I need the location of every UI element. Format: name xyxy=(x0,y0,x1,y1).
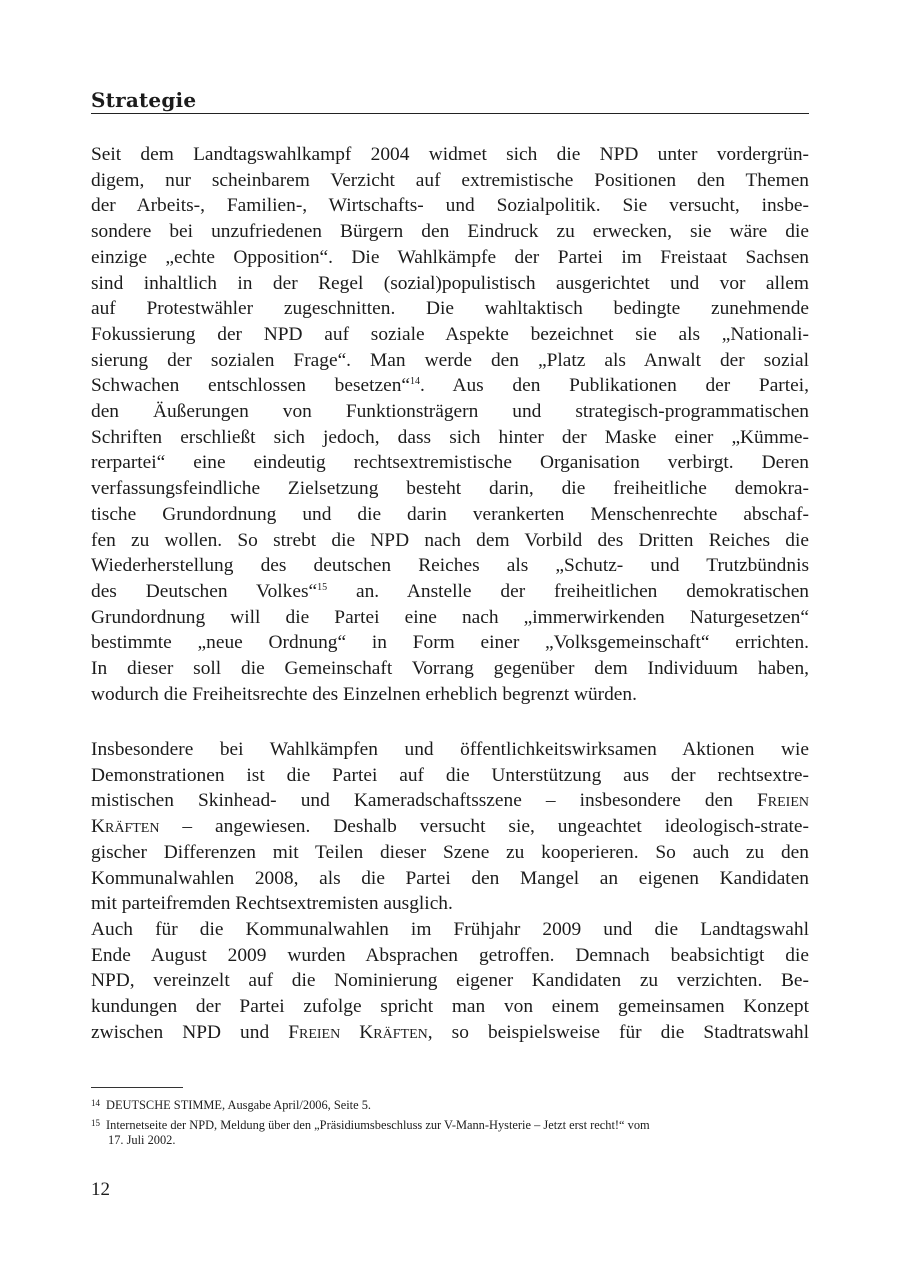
text-line: sierung der sozialen Frage“. Man werde den „Platz als Anwalt der sozial xyxy=(91,349,809,371)
text-line: Kommunalwahlen 2008, als die Partei den Mangel an eigenen Kandidaten xyxy=(91,867,809,889)
text-line: Ende August 2009 wurden Absprachen getroffen. Demnach beabsichtigt die xyxy=(91,944,809,966)
footnote-text-continued: 17. Juli 2002. xyxy=(108,1133,176,1147)
text-line: Demonstrationen ist die Partei auf die Unterstützung aus der rechtsextre- xyxy=(91,764,809,786)
text-line xyxy=(91,814,809,840)
text-line: gischer Differenzen mit Teilen dieser Szene zu kooperieren. So auch zu den xyxy=(91,841,809,863)
text-line: bestimmte „neue Ordnung“ in Form einer „Volksgemeinschaft“ errichten. xyxy=(91,632,809,654)
small-caps-term: Freien xyxy=(757,790,809,812)
text-segment: . Aus den Publikationen der Partei, xyxy=(420,375,809,397)
small-caps-term: Freien Kräften xyxy=(288,1021,428,1043)
section-heading xyxy=(91,88,809,114)
footnote-number: 15 xyxy=(91,1118,100,1128)
text-segment: Schwachen entschlossen besetzen“ xyxy=(91,375,411,397)
text-line: digem, nur scheinbarem Verzicht auf extremistische Positionen den Themen xyxy=(91,169,809,191)
footnote-ref-14[interactable]: 14 xyxy=(410,376,421,388)
text-line: wodurch die Freiheitsrechte des Einzelnen erheblich begrenzt würden. xyxy=(91,683,637,705)
text-line: Auch für die Kommunalwahlen im Frühjahr 2009 und die Landtagswahl xyxy=(91,919,809,940)
text-line: Grundordnung will die Partei eine nach „immerwirkenden Naturgesetzen“ xyxy=(91,606,809,628)
text-line: sondere bei unzufriedenen Bürgern den Eindruck zu erwecken, sie wäre die xyxy=(91,221,809,243)
text-line: den Äußerungen von Funktionsträgern und strategisch-programmatischen xyxy=(91,401,809,423)
body-paragraph-3 xyxy=(91,917,809,1046)
text-line: tische Grundordnung und die darin verankerten Menschenrechte abschaf- xyxy=(91,503,809,525)
text-line: sind inhaltlich in der Regel (sozial)populistisch ausgerichtet und vor allem xyxy=(91,272,809,294)
text-line: fen zu wollen. So strebt die NPD nach dem Vorbild des Dritten Reiches die xyxy=(91,529,809,551)
body-paragraph-2 xyxy=(91,737,809,917)
footnote-ref-15[interactable]: 15 xyxy=(317,581,328,593)
text-line: Seit dem Landtagswahlkampf 2004 widmet sich die NPD unter vordergrün- xyxy=(91,144,809,165)
footnote-14 xyxy=(91,1096,809,1113)
text-line: mit parteifremden Rechtsextremisten ausglich. xyxy=(91,893,453,915)
text-segment: mistischen Skinhead- und Kameradschaftsszene – insbesondere den xyxy=(91,790,757,812)
section-title: Strategie xyxy=(91,88,197,112)
small-caps-term: Kräften xyxy=(91,816,160,838)
text-line: kundungen der Partei zufolge spricht man von einem gemeinsamen Konzept xyxy=(91,996,809,1018)
page-number: 12 xyxy=(91,1179,110,1200)
text-line: rerpartei“ eine eindeutig rechtsextremistische Organisation verbirgt. Deren xyxy=(91,452,809,474)
text-line: Wiederherstellung des deutschen Reiches als „Schutz- und Trutzbündnis xyxy=(91,555,809,577)
text-line: verfassungsfeindliche Zielsetzung besteht darin, die freiheitliche demokra- xyxy=(91,478,809,500)
text-line-with-footnote xyxy=(91,579,809,605)
text-line: Insbesondere bei Wahlkämpfen und öffentlichkeitswirksamen Aktionen wie xyxy=(91,739,809,760)
text-segment: des Deutschen Volkes“ xyxy=(91,580,318,602)
text-line: auf Protestwähler zugeschnitten. Die wahltaktisch bedingte zunehmende xyxy=(91,298,809,320)
footnote-divider xyxy=(91,1087,183,1088)
footnote-number: 14 xyxy=(91,1098,100,1108)
text-line xyxy=(91,1020,809,1046)
text-line: Schriften erschließt sich jedoch, dass sich hinter der Maske einer „Kümme- xyxy=(91,426,809,448)
footnote-text: Internetseite der NPD, Meldung über den „Präsidiumsbeschluss zur V-Mann-Hysterie – Jetzt erst recht!“ vom xyxy=(106,1118,650,1132)
text-line: der Arbeits-, Familien-, Wirtschafts- und Sozialpolitik. Sie versucht, insbe- xyxy=(91,195,809,217)
body-paragraph-1 xyxy=(91,142,809,707)
text-segment: zwischen NPD und xyxy=(91,1021,289,1043)
footnote-text: DEUTSCHE STIMME, Ausgabe April/2006, Seite 5. xyxy=(106,1098,372,1112)
text-segment: – angewiesen. Deshalb versucht sie, ungeachtet ideologisch-strate- xyxy=(159,816,809,838)
text-line xyxy=(91,788,809,814)
text-line: Fokussierung der NPD auf soziale Aspekte bezeichnet sie als „Nationali- xyxy=(91,323,809,345)
text-line: einzige „echte Opposition“. Die Wahlkämpfe der Partei im Freistaat Sachsen xyxy=(91,246,809,268)
text-line-with-footnote xyxy=(91,373,809,399)
text-line: NPD, vereinzelt auf die Nominierung eigener Kandidaten zu verzichten. Be- xyxy=(91,970,809,992)
text-line: In dieser soll die Gemeinschaft Vorrang gegenüber dem Individuum haben, xyxy=(91,658,809,680)
text-segment: , so beispielsweise für die Stadtratswahl xyxy=(427,1021,809,1043)
footnote-15 xyxy=(91,1116,809,1148)
text-segment: an. Anstelle der freiheitlichen demokratischen xyxy=(327,580,809,602)
